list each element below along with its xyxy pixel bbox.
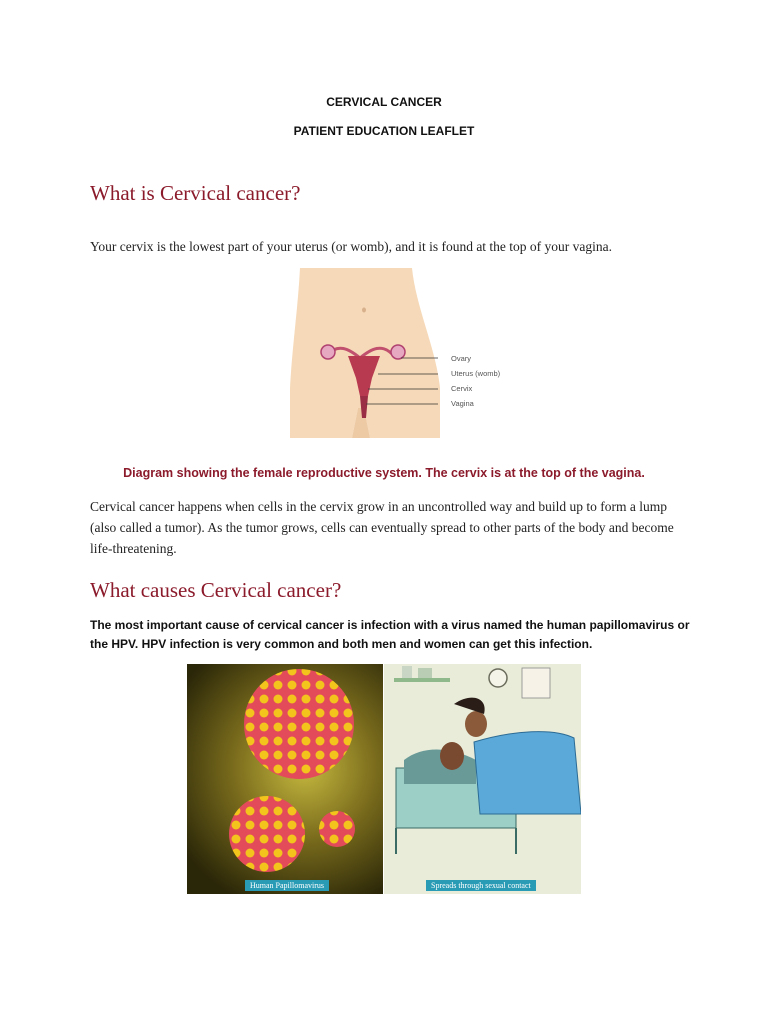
document-title: CERVICAL CANCER bbox=[326, 95, 442, 109]
hpv-caption: Human Papillomavirus bbox=[245, 880, 329, 891]
virus-illustration bbox=[187, 664, 383, 894]
cancer-paragraph: Cervical cancer happens when cells in the cervix grow in an uncontrolled way and build up to form a lump (also called a tumor). As the tumor grows, cells can eventually spread to other parts of the body and become life-threatening. bbox=[90, 499, 674, 556]
label-cervix: Cervix bbox=[451, 384, 473, 393]
section-heading-what-is: What is Cervical cancer? bbox=[90, 181, 301, 205]
reproductive-system-diagram bbox=[288, 268, 518, 438]
anatomy-illustration bbox=[288, 268, 518, 438]
contact-caption: Spreads through sexual contact bbox=[426, 880, 536, 891]
intro-paragraph: Your cervix is the lowest part of your uterus (or womb), and it is found at the top of your vagina. bbox=[90, 239, 613, 254]
couple-illustration bbox=[384, 664, 581, 894]
label-vagina: Vagina bbox=[451, 399, 474, 408]
causes-paragraph: The most important cause of cervical cancer is infection with a virus named the human papillomavirus or the HPV. HPV infection is very common and both men and women can get this infection. bbox=[90, 618, 690, 651]
document-subtitle: PATIENT EDUCATION LEAFLET bbox=[293, 124, 475, 138]
section-heading-causes: What causes Cervical cancer? bbox=[90, 578, 342, 602]
sexual-contact-image bbox=[384, 664, 581, 894]
diagram-caption: Diagram showing the female reproductive system. The cervix is at the top of the vagina. bbox=[123, 466, 645, 480]
label-uterus: Uterus (womb) bbox=[451, 369, 501, 378]
hpv-virus-image bbox=[187, 664, 383, 894]
label-ovary: Ovary bbox=[451, 354, 472, 363]
